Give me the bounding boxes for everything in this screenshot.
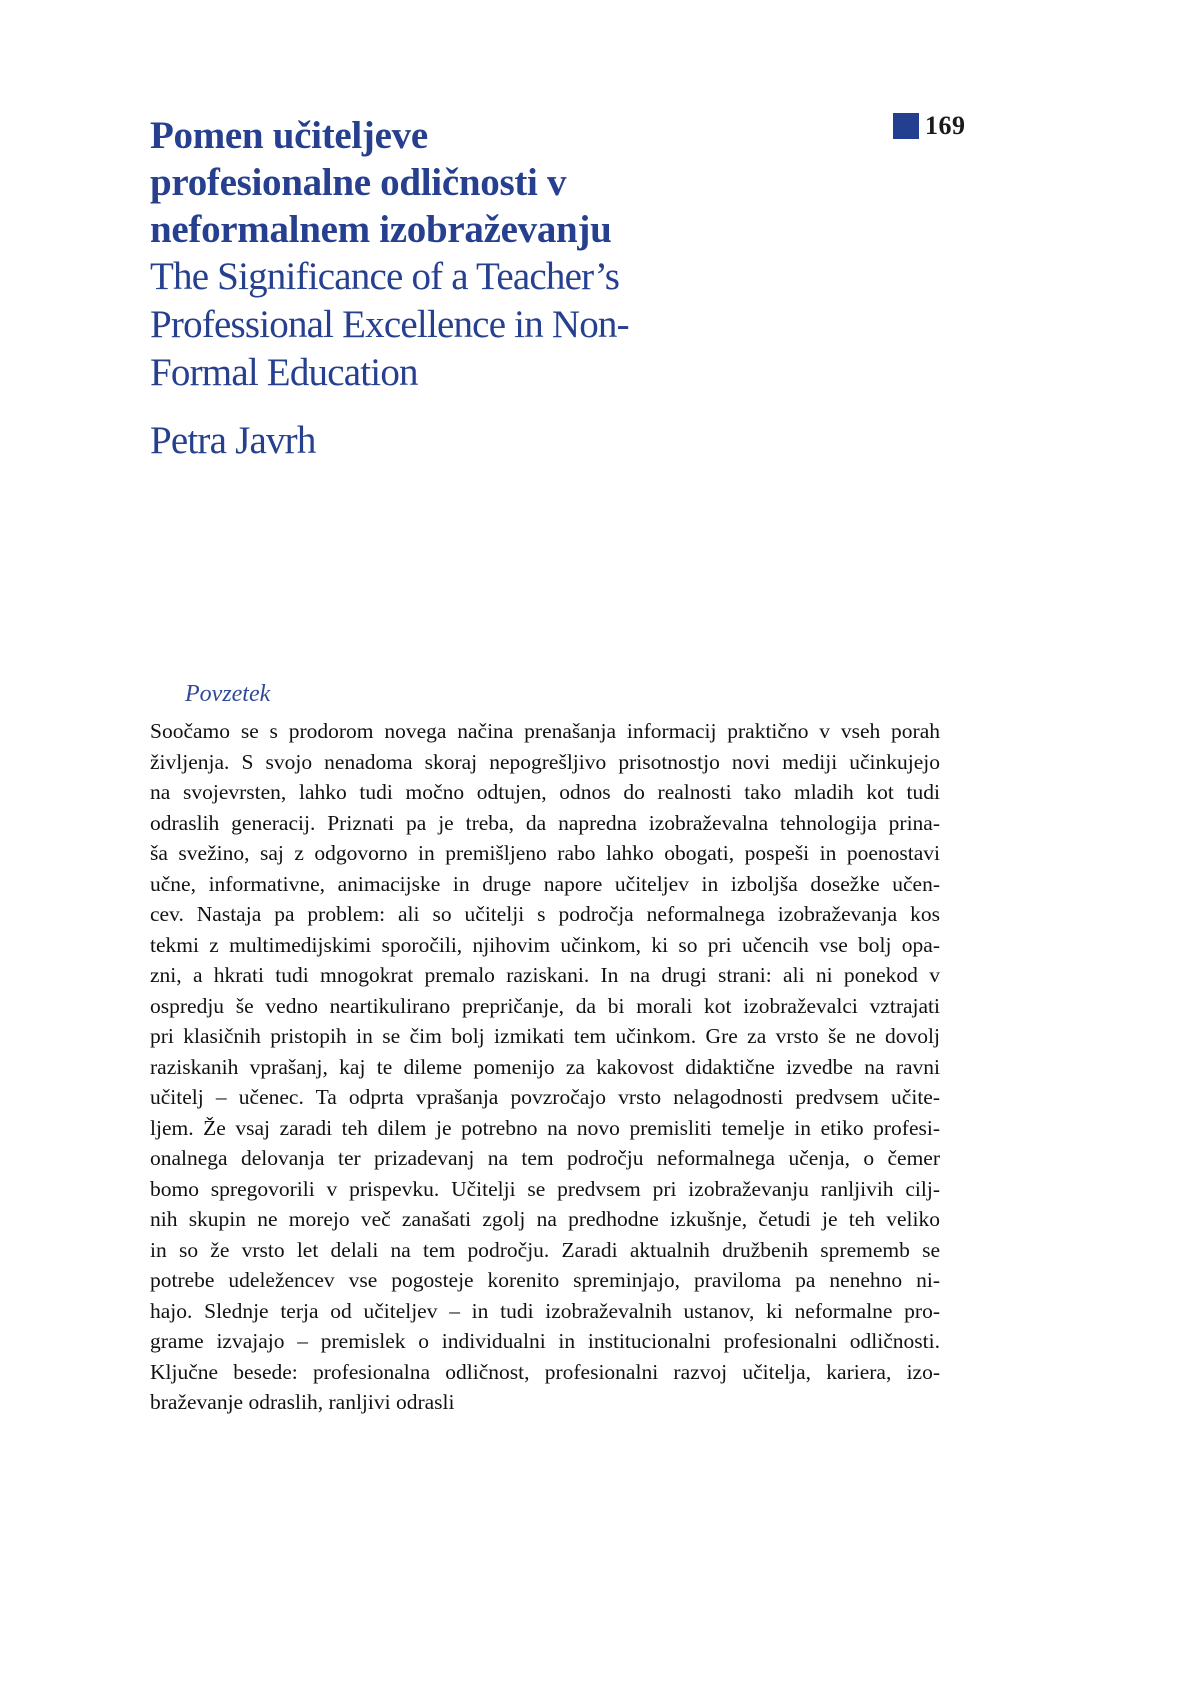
title-english-line: Formal Education xyxy=(150,351,418,394)
abstract-line: braževanje odraslih, ranljivi odrasli xyxy=(150,1390,455,1414)
abstract-line: učitelj – učenec. Ta odprta vprašanja povzročajo vrsto nelagodnosti predvsem učite- xyxy=(150,1085,940,1109)
abstract-line: potrebe udeležencev vse pogosteje korenito spreminjajo, praviloma pa nenehno ni- xyxy=(150,1268,940,1292)
title-english xyxy=(150,253,750,397)
title-slovene xyxy=(150,112,750,253)
title-slovene-line: Pomen učiteljeve xyxy=(150,114,428,157)
abstract-line: življenja. S svojo nenadoma skoraj nepogrešljivo prisotnostjo novi mediji učinkujejo xyxy=(150,749,940,774)
abstract-line: in so že vrsto let delali na tem področju. Zaradi aktualnih družbenih sprememb se xyxy=(150,1237,940,1262)
abstract-line: bomo spregovorili v prispevku. Učitelji se predvsem pri izobraževanju ranljivih cilj- xyxy=(150,1176,940,1201)
abstract-line: ša svežino, saj z odgovorno in premišljeno rabo lahko obogati, pospeši in poenostavi xyxy=(150,841,940,865)
abstract-line: raziskanih vprašanj, kaj te dileme pomenijo za kakovost didaktične izvedbe na ravni xyxy=(150,1054,940,1079)
abstract-line: odraslih generacij. Priznati pa je treba, da napredna izobraževalna tehnologija prina- xyxy=(150,810,940,835)
abstract-line: Soočamo se s prodorom novega načina prenašanja informacij praktično v vseh porah xyxy=(150,719,940,743)
page-marker-square xyxy=(893,113,919,139)
title-english-line: The Significance of a Teacher’s xyxy=(150,255,620,298)
abstract-line: nih skupin ne morejo več zanašati zgolj na predhodne izkušnje, četudi je teh veliko xyxy=(150,1207,940,1231)
abstract-line: na svojevrsten, lahko tudi močno odtujen, odnos do realnosti tako mladih kot tudi xyxy=(150,780,940,804)
abstract-line: ospredju še vedno neartikulirano prepričanje, da bi morali kot izobraževalci vztrajati xyxy=(150,993,940,1018)
title-english-line: Professional Excellence in Non- xyxy=(150,303,629,346)
abstract-line: cev. Nastaja pa problem: ali so učitelji s področja neformalnega izobraževanja kos xyxy=(150,902,940,926)
abstract-line: učne, informativne, animacijske in druge napore učiteljev in izboljša dosežke učen- xyxy=(150,871,940,896)
abstract-body xyxy=(150,716,940,1418)
title-block xyxy=(150,112,750,465)
author-name: Petra Javrh xyxy=(150,419,316,462)
abstract-line: tekmi z multimedijskimi sporočili, njihovim učinkom, ki so pri učencih vse bolj opa- xyxy=(150,932,940,957)
abstract-heading: Povzetek xyxy=(185,681,271,707)
abstract-line: zni, a hkrati tudi mnogokrat premalo raziskani. In na drugi strani: ali ni ponekod v xyxy=(150,963,940,987)
title-slovene-line: neformalnem izobraževanju xyxy=(150,208,612,251)
title-slovene-line: profesionalne odličnosti v xyxy=(150,161,567,204)
abstract-line: pri klasičnih pristopih in se čim bolj izmikati tem učinkom. Gre za vrsto še ne dovolj xyxy=(150,1024,940,1048)
abstract-line: Ključne besede: profesionalna odličnost, profesionalni razvoj učitelja, kariera, izo- xyxy=(150,1359,940,1384)
abstract-line: grame izvajajo – premislek o individualni in institucionalni profesionalni odličnosti. xyxy=(150,1329,940,1353)
abstract-line: onalnega delovanja ter prizadevanj na tem področju neformalnega učenja, o čemer xyxy=(150,1146,940,1170)
page-number: 169 xyxy=(925,111,966,140)
abstract-line: ljem. Že vsaj zaradi teh dilem je potrebno na novo premisliti temelje in etiko profesi- xyxy=(150,1115,940,1140)
abstract-line: hajo. Slednje terja od učiteljev – in tudi izobraževalnih ustanov, ki neformalne pro- xyxy=(150,1298,940,1323)
